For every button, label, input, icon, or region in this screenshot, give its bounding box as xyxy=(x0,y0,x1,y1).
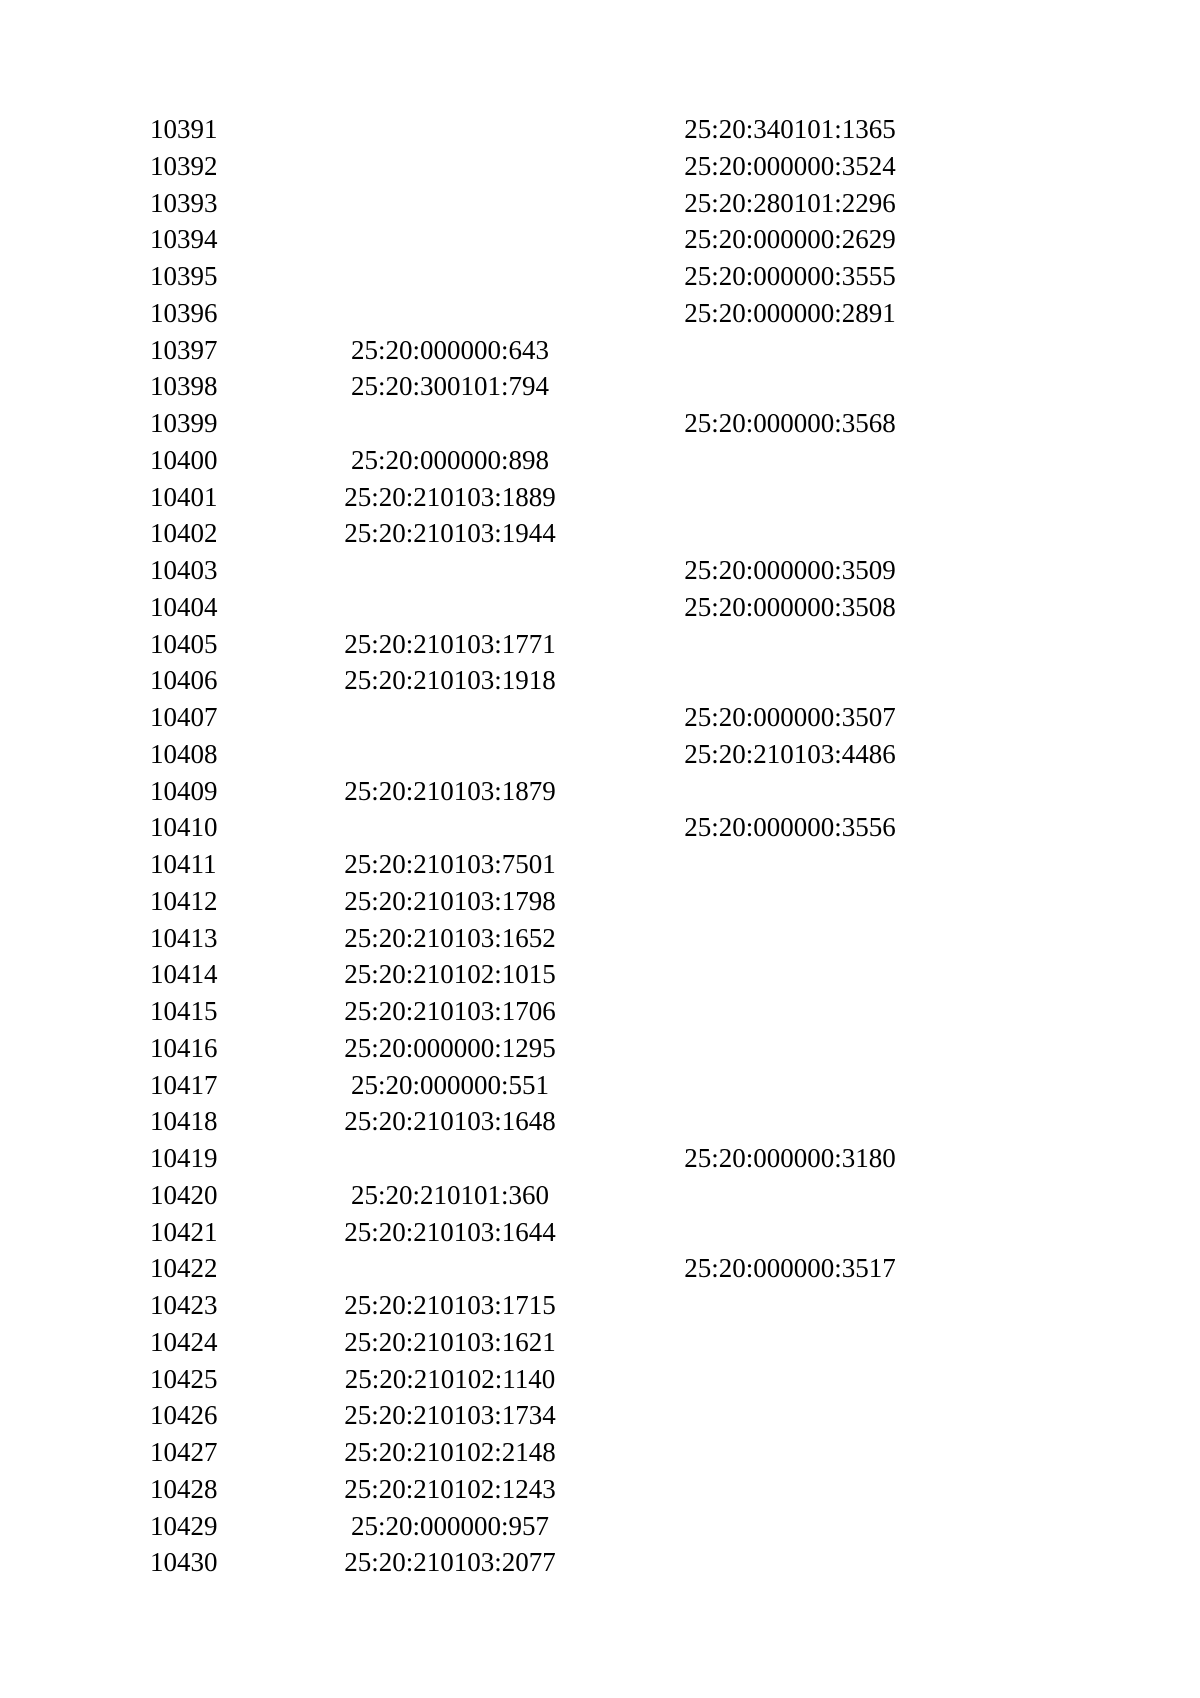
column-gap xyxy=(580,993,660,1030)
table-row xyxy=(150,1177,920,1214)
column-gap xyxy=(580,956,660,993)
table-row xyxy=(150,148,920,185)
row-number: 10426 xyxy=(150,1400,218,1431)
table-row xyxy=(150,442,920,479)
cadastral-number-a xyxy=(320,699,580,736)
column-gap xyxy=(580,626,660,663)
cadastral-number-a xyxy=(320,1140,580,1177)
table-row xyxy=(150,221,920,258)
cadastral-number-a xyxy=(320,258,580,295)
table-row xyxy=(150,1397,920,1434)
row-number: 10417 xyxy=(150,1069,218,1100)
cadastral-number-b: 25:20:000000:3556 xyxy=(684,812,896,843)
column-gap xyxy=(580,1214,660,1251)
cadastral-number-a: 25:20:210103:1715 xyxy=(344,1290,556,1320)
column-gap xyxy=(580,1177,660,1214)
column-gap xyxy=(580,1508,660,1545)
cadastral-number-a xyxy=(320,736,580,773)
cadastral-number-a xyxy=(320,1250,580,1287)
cadastral-number-b xyxy=(660,1103,920,1140)
cadastral-number-b xyxy=(660,1544,920,1581)
cadastral-number-b xyxy=(660,1067,920,1104)
cadastral-number-a: 25:20:210103:1889 xyxy=(344,481,556,512)
cadastral-number-a: 25:20:210103:1944 xyxy=(344,518,556,549)
column-gap xyxy=(580,1361,660,1398)
cadastral-table xyxy=(150,111,920,1581)
column-gap xyxy=(580,1140,660,1177)
row-number: 10413 xyxy=(150,922,218,953)
cadastral-number-a xyxy=(320,552,580,589)
column-gap xyxy=(580,332,660,369)
table-row xyxy=(150,1471,920,1508)
cadastral-number-b xyxy=(660,1030,920,1067)
row-number: 10393 xyxy=(150,187,218,218)
cadastral-number-a xyxy=(320,589,580,626)
cadastral-number-b xyxy=(660,626,920,663)
cadastral-number-a: 25:20:210103:1771 xyxy=(344,628,556,659)
row-number: 10410 xyxy=(150,812,218,843)
cadastral-number-b: 25:20:000000:3568 xyxy=(684,408,896,438)
column-gap xyxy=(580,773,660,810)
row-number: 10403 xyxy=(150,555,218,585)
row-number: 10418 xyxy=(150,1106,218,1137)
table-row xyxy=(150,1214,920,1251)
column-gap xyxy=(580,846,660,883)
row-number: 10401 xyxy=(150,481,218,512)
column-gap xyxy=(580,515,660,552)
table-row xyxy=(150,1103,920,1140)
cadastral-number-a xyxy=(320,111,580,148)
cadastral-number-a: 25:20:000000:551 xyxy=(350,1069,549,1100)
table-row xyxy=(150,920,920,957)
cadastral-number-b xyxy=(660,515,920,552)
table-row xyxy=(150,626,920,663)
table-row xyxy=(150,956,920,993)
cadastral-number-a: 25:20:000000:898 xyxy=(350,444,549,475)
cadastral-number-b xyxy=(660,773,920,810)
table-row xyxy=(150,736,920,773)
cadastral-number-b xyxy=(660,920,920,957)
table-row xyxy=(150,552,920,589)
row-number: 10407 xyxy=(150,702,218,732)
row-number: 10427 xyxy=(150,1437,218,1467)
cadastral-number-a: 25:20:210103:1918 xyxy=(344,665,556,696)
row-number: 10408 xyxy=(150,738,218,769)
cadastral-number-b xyxy=(660,1508,920,1545)
cadastral-number-b: 25:20:000000:3524 xyxy=(684,150,896,181)
column-gap xyxy=(580,1544,660,1581)
cadastral-number-b: 25:20:000000:3180 xyxy=(684,1143,896,1173)
cadastral-number-b xyxy=(660,1287,920,1324)
row-number: 10398 xyxy=(150,371,218,402)
table-row xyxy=(150,1140,920,1177)
table-row xyxy=(150,368,920,405)
row-number: 10400 xyxy=(150,444,218,475)
table-row xyxy=(150,589,920,626)
row-number: 10430 xyxy=(150,1547,218,1578)
column-gap xyxy=(580,442,660,479)
cadastral-number-b: 25:20:000000:3509 xyxy=(684,555,896,585)
column-gap xyxy=(580,736,660,773)
table-row xyxy=(150,1287,920,1324)
column-gap xyxy=(580,1471,660,1508)
cadastral-number-b xyxy=(660,956,920,993)
column-gap xyxy=(580,1030,660,1067)
cadastral-number-b: 25:20:340101:1365 xyxy=(684,114,896,144)
table-row xyxy=(150,846,920,883)
column-gap xyxy=(580,920,660,957)
column-gap xyxy=(580,1250,660,1287)
row-number: 10392 xyxy=(150,150,218,181)
column-gap xyxy=(580,883,660,920)
cadastral-number-a xyxy=(320,405,580,442)
cadastral-number-a: 25:20:210101:360 xyxy=(350,1179,549,1210)
cadastral-number-a xyxy=(320,295,580,332)
table-row xyxy=(150,1361,920,1398)
table-row xyxy=(150,405,920,442)
table-row xyxy=(150,993,920,1030)
cadastral-number-b xyxy=(660,883,920,920)
row-number: 10396 xyxy=(150,297,218,328)
row-number: 10405 xyxy=(150,628,218,659)
table-body xyxy=(150,111,920,1581)
column-gap xyxy=(580,1287,660,1324)
cadastral-number-b xyxy=(660,1361,920,1398)
table-row xyxy=(150,1508,920,1545)
table-row xyxy=(150,1067,920,1104)
row-number: 10415 xyxy=(150,996,218,1026)
cadastral-number-b xyxy=(660,1214,920,1251)
cadastral-number-a: 25:20:210103:1644 xyxy=(344,1216,556,1247)
cadastral-number-b xyxy=(660,1434,920,1471)
table-row xyxy=(150,883,920,920)
column-gap xyxy=(580,589,660,626)
column-gap xyxy=(580,479,660,516)
cadastral-number-a xyxy=(320,809,580,846)
cadastral-number-b xyxy=(660,993,920,1030)
cadastral-number-b xyxy=(660,1471,920,1508)
cadastral-number-a: 25:20:210102:1140 xyxy=(344,1363,556,1394)
table-row xyxy=(150,515,920,552)
column-gap xyxy=(580,148,660,185)
cadastral-number-a xyxy=(320,221,580,258)
cadastral-number-b: 25:20:000000:3508 xyxy=(684,591,896,622)
cadastral-number-b: 25:20:000000:3507 xyxy=(684,702,896,732)
row-number: 10402 xyxy=(150,518,218,549)
table-row xyxy=(150,332,920,369)
cadastral-number-a: 25:20:210103:7501 xyxy=(344,849,556,879)
table-row xyxy=(150,809,920,846)
cadastral-number-a: 25:20:210103:1706 xyxy=(344,996,556,1026)
cadastral-number-b xyxy=(660,442,920,479)
row-number: 10425 xyxy=(150,1363,218,1394)
column-gap xyxy=(580,185,660,222)
row-number: 10429 xyxy=(150,1510,218,1541)
column-gap xyxy=(580,258,660,295)
table-row xyxy=(150,258,920,295)
row-number: 10397 xyxy=(150,334,218,365)
table-row xyxy=(150,111,920,148)
table-row xyxy=(150,1434,920,1471)
row-number: 10422 xyxy=(150,1253,218,1284)
table-row xyxy=(150,1544,920,1581)
column-gap xyxy=(580,809,660,846)
row-number: 10399 xyxy=(150,408,218,438)
row-number: 10421 xyxy=(150,1216,218,1247)
table-row xyxy=(150,479,920,516)
column-gap xyxy=(580,662,660,699)
column-gap xyxy=(580,1067,660,1104)
row-number: 10394 xyxy=(150,224,218,255)
table-row xyxy=(150,1250,920,1287)
row-number: 10423 xyxy=(150,1290,218,1320)
column-gap xyxy=(580,405,660,442)
cadastral-number-b xyxy=(660,846,920,883)
row-number: 10412 xyxy=(150,885,218,916)
table-row xyxy=(150,773,920,810)
column-gap xyxy=(580,1103,660,1140)
cadastral-number-b xyxy=(660,1324,920,1361)
table-row xyxy=(150,699,920,736)
cadastral-number-a: 25:20:000000:1295 xyxy=(344,1032,556,1063)
row-number: 10409 xyxy=(150,775,218,806)
cadastral-number-b xyxy=(660,1397,920,1434)
row-number: 10411 xyxy=(150,849,217,879)
row-number: 10424 xyxy=(150,1326,218,1357)
cadastral-number-a xyxy=(320,148,580,185)
row-number: 10404 xyxy=(150,591,218,622)
column-gap xyxy=(580,1397,660,1434)
cadastral-number-b xyxy=(660,1177,920,1214)
table-row xyxy=(150,185,920,222)
cadastral-number-a: 25:20:210103:1798 xyxy=(344,885,556,916)
cadastral-number-a: 25:20:300101:794 xyxy=(350,371,549,402)
column-gap xyxy=(580,699,660,736)
cadastral-number-a: 25:20:210103:1734 xyxy=(344,1400,556,1431)
row-number: 10420 xyxy=(150,1179,218,1210)
cadastral-number-b xyxy=(660,368,920,405)
cadastral-number-b: 25:20:210103:4486 xyxy=(684,738,896,769)
table-row xyxy=(150,1324,920,1361)
cadastral-number-a: 25:20:000000:643 xyxy=(350,334,549,365)
row-number: 10391 xyxy=(150,114,218,144)
row-number: 10416 xyxy=(150,1032,218,1063)
cadastral-number-a: 25:20:000000:957 xyxy=(350,1510,549,1541)
cadastral-number-a: 25:20:210102:2148 xyxy=(344,1437,556,1467)
column-gap xyxy=(580,1434,660,1471)
cadastral-number-a: 25:20:210102:1243 xyxy=(344,1473,556,1504)
column-gap xyxy=(580,221,660,258)
cadastral-number-a: 25:20:210103:1879 xyxy=(344,775,556,806)
row-number: 10419 xyxy=(150,1143,218,1173)
cadastral-number-b xyxy=(660,332,920,369)
row-number: 10395 xyxy=(150,261,218,291)
column-gap xyxy=(580,1324,660,1361)
table-row xyxy=(150,295,920,332)
cadastral-number-b: 25:20:280101:2296 xyxy=(684,187,896,218)
table-row xyxy=(150,662,920,699)
cadastral-number-b: 25:20:000000:3517 xyxy=(684,1253,896,1284)
cadastral-number-a: 25:20:210103:1648 xyxy=(344,1106,556,1137)
row-number: 10406 xyxy=(150,665,218,696)
column-gap xyxy=(580,552,660,589)
cadastral-number-b: 25:20:000000:3555 xyxy=(684,261,896,291)
row-number: 10414 xyxy=(150,959,218,990)
cadastral-number-a: 25:20:210103:2077 xyxy=(344,1547,556,1578)
cadastral-number-a: 25:20:210103:1652 xyxy=(344,922,556,953)
cadastral-number-a xyxy=(320,185,580,222)
cadastral-number-b: 25:20:000000:2891 xyxy=(684,297,896,328)
cadastral-number-a: 25:20:210103:1621 xyxy=(344,1326,556,1357)
cadastral-number-b: 25:20:000000:2629 xyxy=(684,224,896,255)
table-row xyxy=(150,1030,920,1067)
cadastral-number-a: 25:20:210102:1015 xyxy=(344,959,556,990)
column-gap xyxy=(580,368,660,405)
cadastral-number-b xyxy=(660,662,920,699)
cadastral-number-b xyxy=(660,479,920,516)
column-gap xyxy=(580,295,660,332)
column-gap xyxy=(580,111,660,148)
row-number: 10428 xyxy=(150,1473,218,1504)
